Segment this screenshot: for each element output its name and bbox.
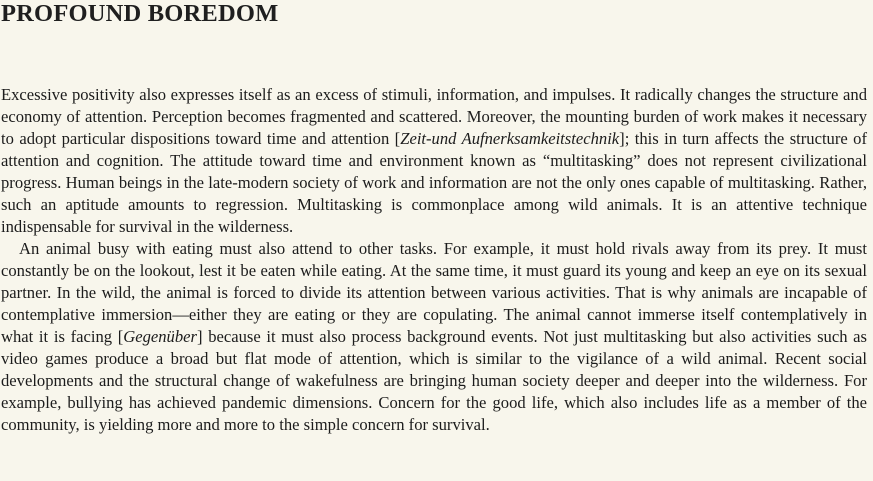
paragraph-1-italic-term: Zeit-und Aufnerksamkeitstechnik [400, 129, 620, 148]
paragraph-2-italic-term: Gegenüber [123, 327, 197, 346]
body-text [1, 84, 867, 436]
paragraph-2-text-continued: ] because it must also process background events. Not just multitasking but also activities such as video games produce a broad but flat mode of attention, which is similar to the vigilance of a wild animal. Recent social developments and the structural change of wakefulness are bringing human society deeper and deeper into the wilderness. For example, bullying has achieved pandemic dimensions. Concern for the good life, which also includes life as a member of the community, is yielding more and more to the simple concern for survival. [1, 327, 867, 434]
paragraph-2 [1, 238, 867, 436]
paragraph-1-text-continued: ]; this in turn affects the structure of attention and cognition. The attitude toward time and environment known as “multitasking” does not represent civilizational progress. Human beings in the late-modern society of work and information are not the only ones capable of multitasking. Rather, such an aptitude amounts to regression. Multitasking is commonplace among wild animals. It is an attentive technique indispensable for survival in the wilderness. [1, 129, 867, 236]
paragraph-2-text: An animal busy with eating must also attend to other tasks. For example, it must hold rivals away from its prey. It must constantly be on the lookout, lest it be eaten while eating. At the same time, it must guard its young and keep an eye on its sexual partner. In the wild, the animal is forced to divide its attention between various activities. That is why animals are incapable of contemplative immersion—either they are eating or they are copulating. The animal cannot immerse itself contemplatively in what it is facing [ [1, 239, 867, 346]
section-title: PROFOUND BOREDOM [1, 0, 279, 27]
paragraph-1 [1, 84, 867, 238]
paragraph-1-text: Excessive positivity also expresses itself as an excess of stimuli, information, and impulses. It radically changes the structure and economy of attention. Perception becomes fragmented and scattered. Moreover, the mounting burden of work makes it necessary to adopt particular dispositions toward time and attention [ [1, 85, 867, 148]
